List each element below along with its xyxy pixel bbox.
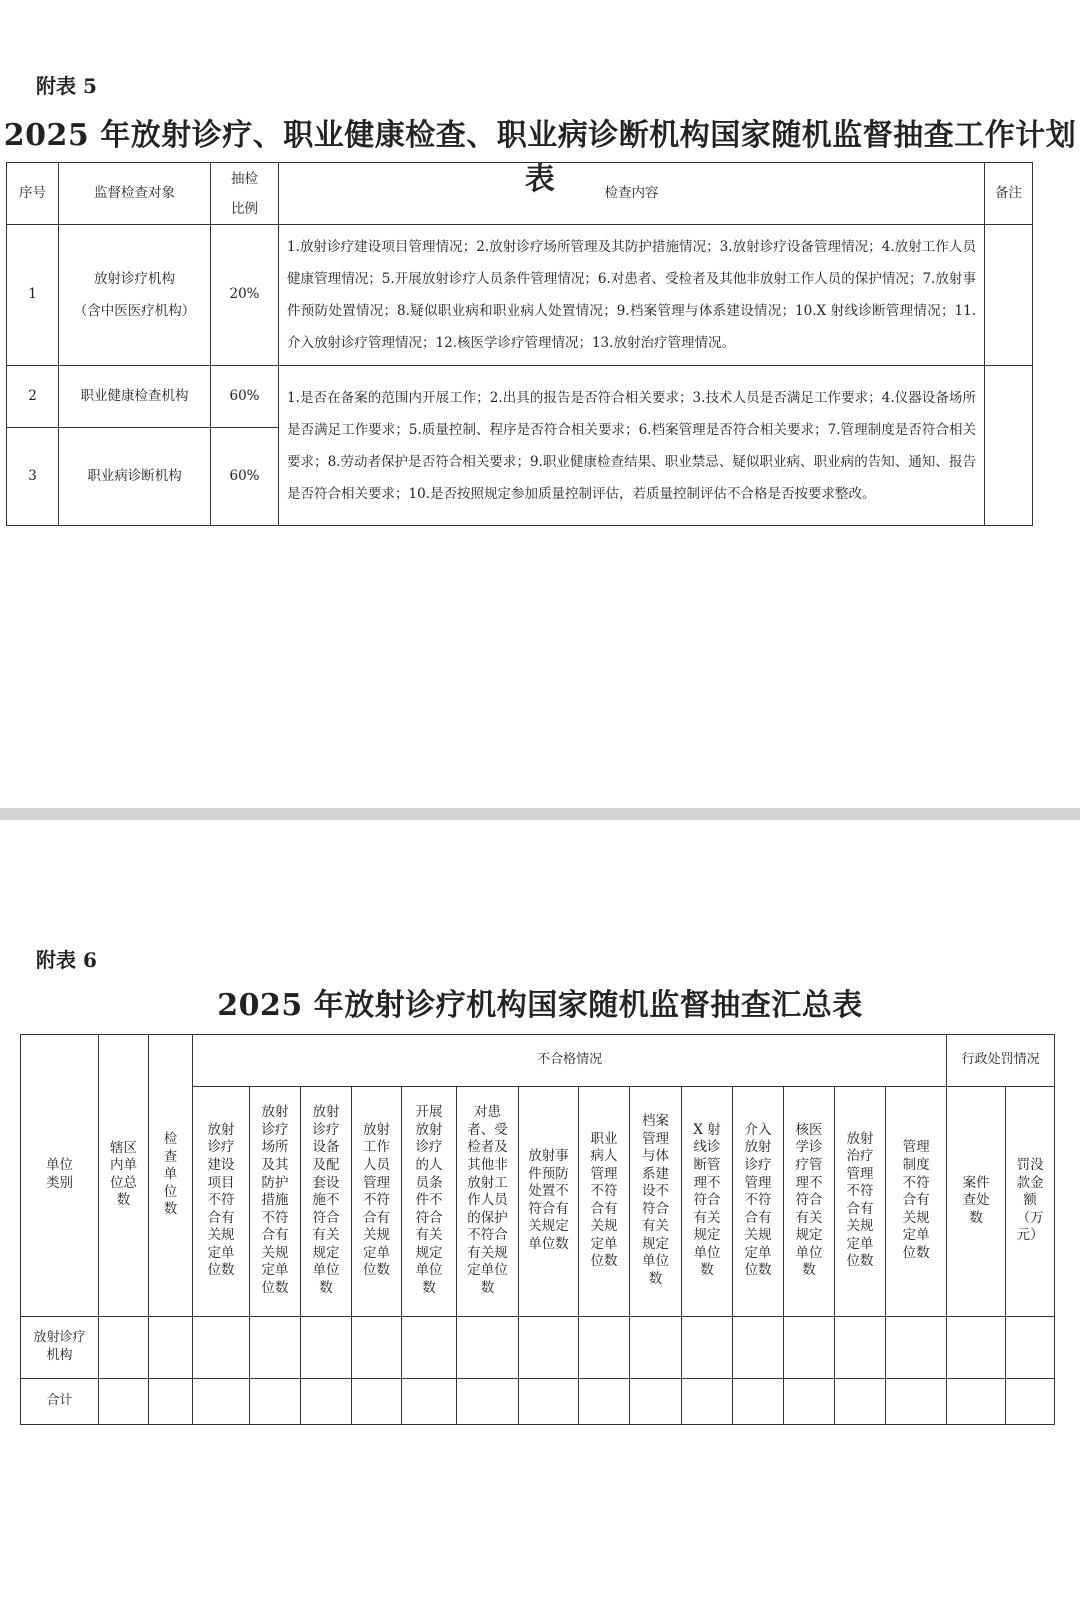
- header-total-units: 辖区内单位总数: [99, 1035, 149, 1317]
- header-nc-8: 职业病人管理不符合有关规定单位数: [579, 1087, 630, 1317]
- header-nc-10: X 射线诊断管理不符合有关规定单位数: [682, 1087, 733, 1317]
- header-checked-units: 检查单位数: [149, 1035, 193, 1317]
- header-target: 监督检查对象: [59, 163, 211, 225]
- table-header-row: [7, 163, 1033, 225]
- row-label: 合计: [21, 1379, 99, 1425]
- header-nc-4: 放射工作人员管理不符合有关规定单位数: [352, 1087, 402, 1317]
- header-seq: 序号: [7, 163, 59, 225]
- table6-title: 2025 年放射诊疗机构国家随机监督抽查汇总表: [217, 988, 863, 1023]
- plan-table: [6, 162, 1033, 526]
- summary-table: [20, 1034, 1055, 1425]
- header-content: 检查内容: [279, 163, 985, 225]
- header-nc-9: 档案管理与体系建设不符合有关规定单位数: [630, 1087, 682, 1317]
- header-nc-7: 放射事件预防处置不符合有关规定单位数: [519, 1087, 579, 1317]
- header-nc-2: 放射诊疗场所及其防护措施不符合有关规定单位数: [250, 1087, 301, 1317]
- row-label: 放射诊疗机构: [21, 1317, 99, 1379]
- row-remark: [985, 366, 1033, 526]
- header-unit-type: 单位类别: [21, 1035, 99, 1317]
- row-target: 放射诊疗机构 （含中医医疗机构）: [59, 225, 211, 366]
- header-nc-14: 管理制度不符合有关规定单位数: [886, 1087, 947, 1317]
- header-nc-11: 介入放射诊疗管理不符合有关规定单位数: [733, 1087, 784, 1317]
- row-seq: 1: [7, 225, 59, 366]
- table-header-row: [21, 1035, 1055, 1087]
- header-nc-12: 核医学诊疗管理不符合有关规定单位数: [784, 1087, 835, 1317]
- row-ratio: 60%: [211, 428, 279, 526]
- header-penalty: 行政处罚情况: [947, 1035, 1055, 1087]
- row-seq: 3: [7, 428, 59, 526]
- table5-label: 附表 5: [36, 74, 97, 98]
- header-nc-13: 放射治疗管理不符合有关规定单位数: [835, 1087, 886, 1317]
- header-nc-1: 放射诊疗建设项目不符合有关规定单位数: [193, 1087, 250, 1317]
- row-content: 1.放射诊疗建设项目管理情况；2.放射诊疗场所管理及其防护措施情况；3.放射诊疗设备管理情况；4.放射工作人员健康管理情况；5.开展放射诊疗人员条件管理情况；6.对患者、受检者及其他非放射工作人员的保护情况；7.放射事件预防处置情况；8.疑似职业病和职业病人处置情况；9.档案管理与体系建设情况；10.X 射线诊断管理情况；11.介入放射诊疗管理情况；12.核医学诊疗管理情况；13.放射治疗管理情况。: [279, 225, 985, 366]
- header-nc-3: 放射诊疗设备及配套设施不符合有关规定单位数: [301, 1087, 352, 1317]
- table-row: [7, 225, 1033, 366]
- header-nc-5: 开展放射诊疗的人员条件不符合有关规定单位数: [402, 1087, 457, 1317]
- page-divider: [0, 808, 1080, 820]
- row-remark: [985, 225, 1033, 366]
- table-row: [21, 1379, 1055, 1425]
- table-row: [21, 1317, 1055, 1379]
- row-target: 职业健康检查机构: [59, 366, 211, 428]
- row-content-merged: 1.是否在备案的范围内开展工作；2.出具的报告是否符合相关要求；3.技术人员是否满足工作要求；4.仪器设备场所是否满足工作要求；5.质量控制、程序是否符合相关要求；6.档案管理是否符合相关要求；7.管理制度是否符合相关要求；8.劳动者保护是否符合相关要求；9.职业健康检查结果、职业禁忌、疑似职业病、职业病的告知、通知、报告是否符合相关要求；10.是否按照规定参加质量控制评估，若质量控制评估不合格是否按要求整改。: [279, 366, 985, 526]
- table6-label: 附表 6: [36, 948, 97, 972]
- table-row: [7, 366, 1033, 428]
- table5-title: 2025 年放射诊疗、职业健康检查、职业病诊断机构国家随机监督抽查工作计划表: [3, 118, 1077, 197]
- header-nc-6: 对患者、受检者及其他非放射工作人员的保护不符合有关规定单位数: [457, 1087, 519, 1317]
- header-ratio: 抽检比例: [211, 163, 279, 225]
- header-remark: 备注: [985, 163, 1033, 225]
- row-seq: 2: [7, 366, 59, 428]
- row-target: 职业病诊断机构: [59, 428, 211, 526]
- header-noncompliant: 不合格情况: [193, 1035, 947, 1087]
- row-ratio: 60%: [211, 366, 279, 428]
- header-fine: 罚没款金额（万元）: [1006, 1087, 1055, 1317]
- header-cases: 案件查处数: [947, 1087, 1006, 1317]
- row-ratio: 20%: [211, 225, 279, 366]
